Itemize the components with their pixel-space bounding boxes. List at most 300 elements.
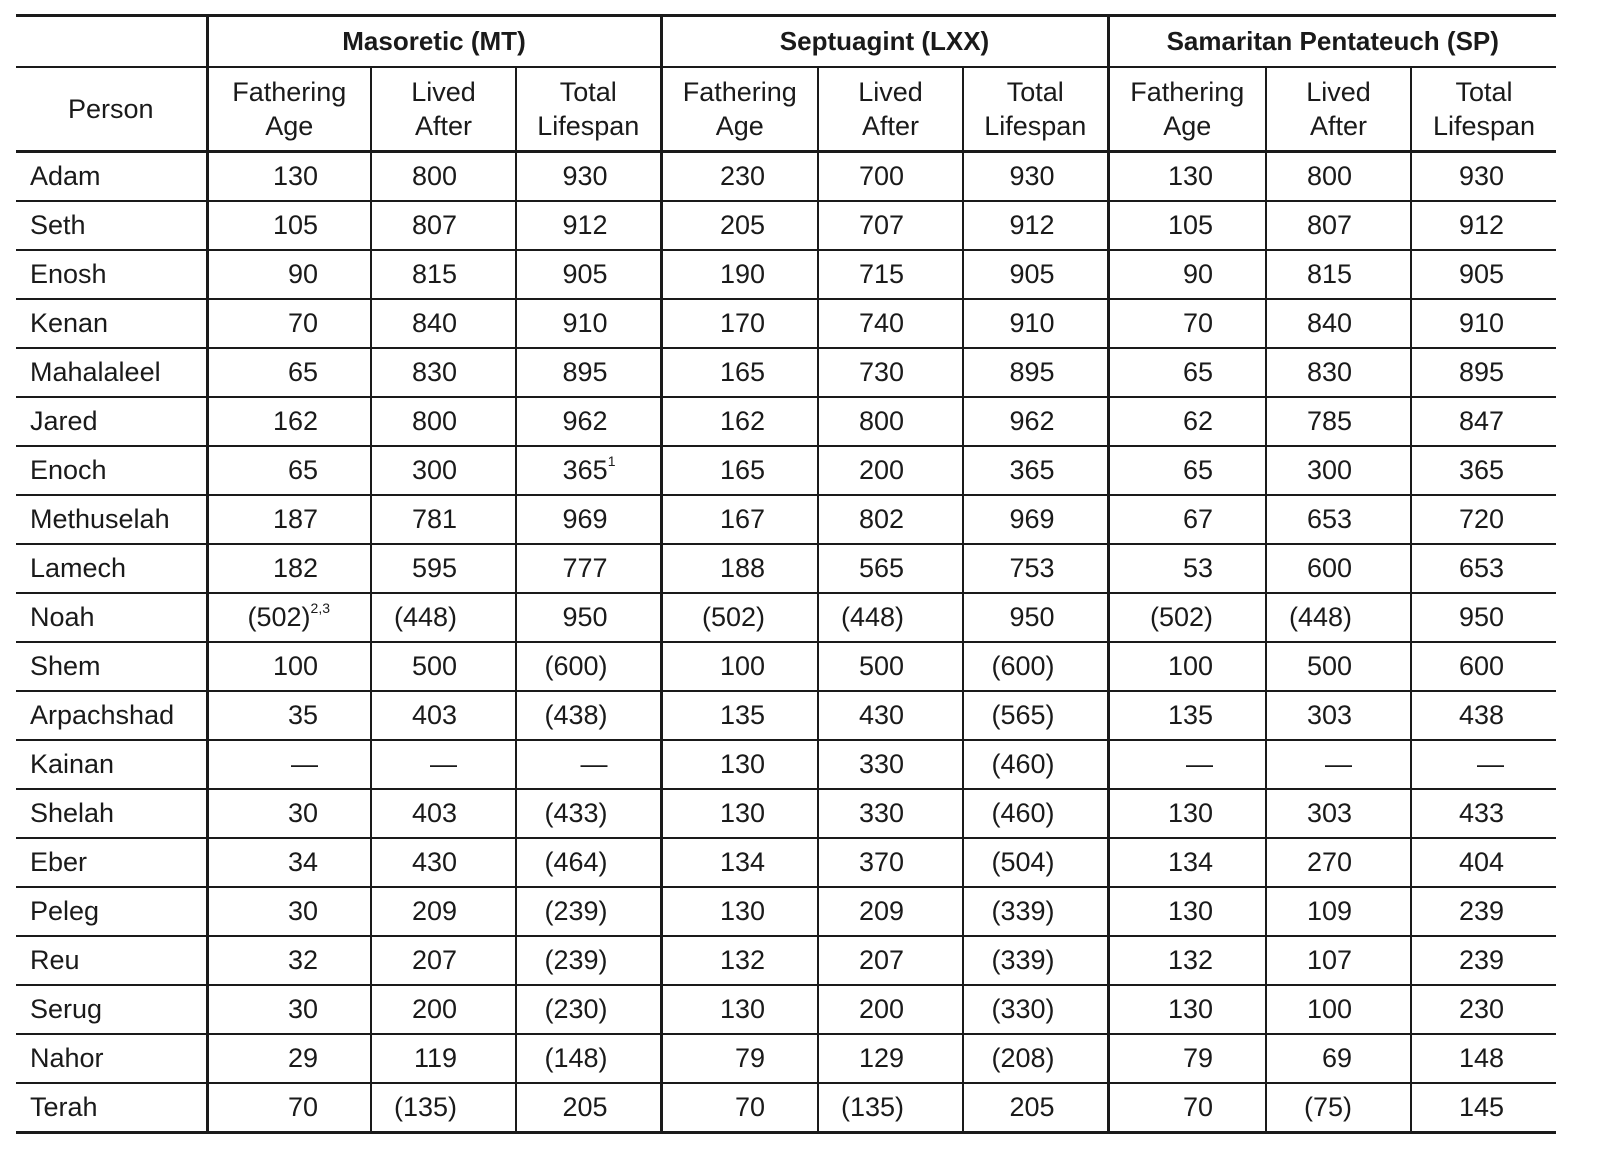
value-cell-lxx-lived-after <box>818 1034 963 1083</box>
value-text: (148) <box>544 1043 608 1073</box>
value-text: (502) <box>701 602 765 632</box>
value-text: 430 <box>411 847 457 877</box>
value-cell-mt-lived-after <box>371 1083 516 1133</box>
value-text: 330 <box>858 798 904 828</box>
value-text: 930 <box>1458 161 1504 191</box>
table-row <box>16 446 1556 495</box>
value-cell-lxx-fathering-age <box>661 887 818 936</box>
value-cell-lxx-fathering-age <box>661 642 818 691</box>
value-cell-lxx-total-lifespan <box>963 593 1108 642</box>
value-text: 330 <box>858 749 904 779</box>
table-row <box>16 593 1556 642</box>
value-text: 105 <box>1167 210 1213 240</box>
value-cell-lxx-total-lifespan <box>963 985 1108 1034</box>
value-cell-lxx-fathering-age <box>661 544 818 593</box>
value-text: 715 <box>858 259 904 289</box>
value-text: 162 <box>272 406 318 436</box>
value-text: 170 <box>719 308 765 338</box>
value-cell-mt-total-lifespan <box>516 936 661 985</box>
value-cell-mt-lived-after <box>371 152 516 202</box>
value-text: 188 <box>719 553 765 583</box>
value-text: 830 <box>1306 357 1352 387</box>
value-text: 365 <box>562 455 608 485</box>
value-cell-mt-fathering-age <box>207 642 371 691</box>
value-text: 90 <box>1182 259 1213 289</box>
value-text: 777 <box>562 553 608 583</box>
value-text: 90 <box>287 259 318 289</box>
value-cell-mt-lived-after <box>371 1034 516 1083</box>
column-header-mt-fathering-age <box>207 67 371 152</box>
value-cell-sp-fathering-age <box>1108 740 1266 789</box>
value-cell-lxx-total-lifespan <box>963 152 1108 202</box>
value-cell-mt-total-lifespan <box>516 642 661 691</box>
value-text: 895 <box>1458 357 1504 387</box>
column-header-sp-total-lifespan <box>1411 67 1556 152</box>
value-cell-lxx-fathering-age <box>661 495 818 544</box>
value-cell-lxx-fathering-age <box>661 201 818 250</box>
value-text: 707 <box>858 210 904 240</box>
column-header-line2: Age <box>265 111 314 141</box>
value-text: 182 <box>272 553 318 583</box>
value-text: (460) <box>991 749 1055 779</box>
value-cell-sp-fathering-age <box>1108 544 1266 593</box>
value-text: 167 <box>719 504 765 534</box>
value-text: 100 <box>719 651 765 681</box>
value-cell-mt-fathering-age <box>207 348 371 397</box>
value-cell-lxx-lived-after <box>818 446 963 495</box>
value-text: 205 <box>562 1092 608 1122</box>
value-cell-lxx-lived-after <box>818 691 963 740</box>
column-header-line1: Total <box>1455 77 1513 107</box>
value-cell-mt-fathering-age <box>207 985 371 1034</box>
value-cell-sp-fathering-age <box>1108 789 1266 838</box>
column-header-sp-fathering-age <box>1108 67 1266 152</box>
column-header-line2: Age <box>1163 111 1212 141</box>
value-text: (600) <box>544 651 608 681</box>
table-row <box>16 691 1556 740</box>
value-text: 53 <box>1182 553 1213 583</box>
value-cell-lxx-lived-after <box>818 348 963 397</box>
value-cell-lxx-total-lifespan <box>963 299 1108 348</box>
column-header-lxx-lived-after <box>818 67 963 152</box>
value-text: 129 <box>858 1043 904 1073</box>
value-text: 950 <box>1009 602 1055 632</box>
value-cell-mt-lived-after <box>371 495 516 544</box>
value-text: 430 <box>858 700 904 730</box>
value-text: 30 <box>287 798 318 828</box>
value-text: 130 <box>1167 798 1213 828</box>
value-text: 781 <box>411 504 457 534</box>
value-cell-mt-fathering-age <box>207 1083 371 1133</box>
person-name-cell: Methuselah <box>16 495 207 544</box>
value-cell-lxx-fathering-age <box>661 152 818 202</box>
person-name-cell: Adam <box>16 152 207 202</box>
person-name-cell: Arpachshad <box>16 691 207 740</box>
value-text: 404 <box>1458 847 1504 877</box>
value-cell-sp-total-lifespan <box>1411 740 1556 789</box>
value-text: 79 <box>1182 1043 1213 1073</box>
value-cell-sp-fathering-age <box>1108 348 1266 397</box>
value-text: 500 <box>411 651 457 681</box>
value-cell-sp-fathering-age <box>1108 838 1266 887</box>
value-cell-mt-fathering-age <box>207 1034 371 1083</box>
value-cell-lxx-lived-after <box>818 789 963 838</box>
value-cell-mt-total-lifespan <box>516 740 661 789</box>
value-cell-lxx-fathering-age <box>661 446 818 495</box>
value-cell-mt-total-lifespan <box>516 446 661 495</box>
value-text: 910 <box>562 308 608 338</box>
value-cell-sp-total-lifespan <box>1411 250 1556 299</box>
value-text: 500 <box>858 651 904 681</box>
value-text: — <box>430 749 457 779</box>
table-row <box>16 985 1556 1034</box>
value-cell-lxx-lived-after <box>818 299 963 348</box>
value-text: 895 <box>1009 357 1055 387</box>
column-header-person: Person <box>16 67 207 152</box>
value-text: 62 <box>1182 406 1213 436</box>
value-cell-mt-total-lifespan <box>516 593 661 642</box>
value-text: 130 <box>719 994 765 1024</box>
value-cell-sp-lived-after <box>1266 985 1411 1034</box>
value-text: 847 <box>1458 406 1504 436</box>
value-text: (565) <box>991 700 1055 730</box>
value-cell-mt-total-lifespan <box>516 299 661 348</box>
value-text: 840 <box>411 308 457 338</box>
value-cell-mt-lived-after <box>371 397 516 446</box>
value-text: 200 <box>411 994 457 1024</box>
value-text: 35 <box>287 700 318 730</box>
column-header-line1: Lived <box>411 77 476 107</box>
value-text: 70 <box>287 308 318 338</box>
value-text: 930 <box>562 161 608 191</box>
value-text: 130 <box>272 161 318 191</box>
value-cell-sp-lived-after <box>1266 642 1411 691</box>
value-cell-sp-fathering-age <box>1108 985 1266 1034</box>
value-cell-mt-total-lifespan <box>516 397 661 446</box>
value-cell-sp-lived-after <box>1266 1083 1411 1133</box>
value-text: (502) <box>1149 602 1213 632</box>
value-text: — <box>1477 749 1504 779</box>
value-text: — <box>1186 749 1213 779</box>
value-cell-sp-total-lifespan <box>1411 789 1556 838</box>
value-cell-sp-lived-after <box>1266 446 1411 495</box>
person-name-cell: Enoch <box>16 446 207 495</box>
value-cell-mt-lived-after <box>371 838 516 887</box>
value-text: 403 <box>411 700 457 730</box>
value-text: 130 <box>1167 994 1213 1024</box>
value-text: 270 <box>1306 847 1352 877</box>
value-cell-mt-total-lifespan <box>516 495 661 544</box>
value-text: 800 <box>1306 161 1352 191</box>
value-text: (464) <box>544 847 608 877</box>
column-header-sp-lived-after <box>1266 67 1411 152</box>
value-text: 950 <box>1458 602 1504 632</box>
value-cell-sp-total-lifespan <box>1411 544 1556 593</box>
value-text: 119 <box>413 1043 457 1073</box>
value-text: 815 <box>1306 259 1352 289</box>
value-cell-sp-fathering-age <box>1108 936 1266 985</box>
value-cell-mt-lived-after <box>371 348 516 397</box>
value-text: 303 <box>1306 798 1352 828</box>
corner-cell <box>16 16 207 68</box>
value-text: 300 <box>1306 455 1352 485</box>
value-cell-sp-fathering-age <box>1108 446 1266 495</box>
value-text: 840 <box>1306 308 1352 338</box>
value-text: 135 <box>719 700 765 730</box>
value-text: 32 <box>287 945 318 975</box>
group-header-septuagint: Septuagint (LXX) <box>661 16 1108 68</box>
value-text: (230) <box>544 994 608 1024</box>
value-text: 209 <box>858 896 904 926</box>
value-text: 910 <box>1009 308 1055 338</box>
value-cell-lxx-lived-after <box>818 1083 963 1133</box>
value-cell-sp-total-lifespan <box>1411 642 1556 691</box>
column-header-line1: Total <box>559 77 617 107</box>
value-cell-sp-lived-after <box>1266 250 1411 299</box>
value-text: 700 <box>858 161 904 191</box>
value-cell-mt-fathering-age <box>207 250 371 299</box>
value-cell-sp-total-lifespan <box>1411 1083 1556 1133</box>
footnote-marker: 1 <box>607 453 616 469</box>
value-cell-lxx-total-lifespan <box>963 887 1108 936</box>
value-text: 912 <box>1009 210 1055 240</box>
value-text: (433) <box>544 798 608 828</box>
value-text: 785 <box>1306 406 1352 436</box>
column-header-line2: Lifespan <box>984 111 1087 141</box>
column-header-line1: Fathering <box>1130 77 1245 107</box>
value-cell-lxx-fathering-age <box>661 985 818 1034</box>
person-name-cell: Nahor <box>16 1034 207 1083</box>
value-cell-lxx-fathering-age <box>661 691 818 740</box>
value-cell-sp-lived-after <box>1266 201 1411 250</box>
value-cell-sp-lived-after <box>1266 1034 1411 1083</box>
value-text: (239) <box>544 945 608 975</box>
value-text: 815 <box>411 259 457 289</box>
value-text: 107 <box>1306 945 1352 975</box>
value-cell-sp-total-lifespan <box>1411 495 1556 544</box>
value-cell-mt-fathering-age <box>207 201 371 250</box>
value-cell-sp-total-lifespan <box>1411 201 1556 250</box>
value-text: 134 <box>1167 847 1213 877</box>
value-cell-lxx-total-lifespan <box>963 397 1108 446</box>
value-cell-mt-fathering-age <box>207 740 371 789</box>
value-cell-sp-lived-after <box>1266 495 1411 544</box>
value-text: 148 <box>1458 1043 1504 1073</box>
value-text: 653 <box>1458 553 1504 583</box>
value-cell-sp-total-lifespan <box>1411 397 1556 446</box>
value-text: 962 <box>1009 406 1055 436</box>
value-cell-mt-fathering-age <box>207 446 371 495</box>
value-cell-sp-fathering-age <box>1108 495 1266 544</box>
value-text: 720 <box>1458 504 1504 534</box>
value-cell-mt-fathering-age <box>207 152 371 202</box>
value-text: 905 <box>1009 259 1055 289</box>
value-cell-mt-lived-after <box>371 446 516 495</box>
value-cell-mt-lived-after <box>371 544 516 593</box>
value-cell-lxx-total-lifespan <box>963 201 1108 250</box>
value-text: 207 <box>411 945 457 975</box>
value-cell-sp-fathering-age <box>1108 201 1266 250</box>
person-name-cell: Reu <box>16 936 207 985</box>
value-cell-mt-total-lifespan <box>516 691 661 740</box>
value-cell-mt-fathering-age <box>207 887 371 936</box>
value-text: 950 <box>562 602 608 632</box>
value-text: 65 <box>287 455 318 485</box>
value-cell-lxx-fathering-age <box>661 740 818 789</box>
value-cell-sp-lived-after <box>1266 152 1411 202</box>
value-text: 207 <box>858 945 904 975</box>
value-text: 67 <box>1182 504 1213 534</box>
value-text: 239 <box>1458 896 1504 926</box>
value-cell-lxx-lived-after <box>818 593 963 642</box>
value-text: 165 <box>719 357 765 387</box>
table-row <box>16 740 1556 789</box>
value-text: (208) <box>991 1043 1055 1073</box>
value-text: 100 <box>1306 994 1352 1024</box>
value-text: 205 <box>719 210 765 240</box>
value-text: 433 <box>1458 798 1504 828</box>
column-header-lxx-fathering-age <box>661 67 818 152</box>
value-text: 209 <box>411 896 457 926</box>
value-cell-lxx-fathering-age <box>661 299 818 348</box>
value-text: 802 <box>858 504 904 534</box>
table-row <box>16 544 1556 593</box>
value-text: 565 <box>858 553 904 583</box>
value-text: 187 <box>272 504 318 534</box>
value-cell-sp-total-lifespan <box>1411 299 1556 348</box>
value-text: (75) <box>1303 1092 1352 1122</box>
value-cell-mt-lived-after <box>371 642 516 691</box>
table-row <box>16 397 1556 446</box>
value-cell-sp-fathering-age <box>1108 152 1266 202</box>
value-text: 30 <box>287 994 318 1024</box>
person-name-cell: Shem <box>16 642 207 691</box>
value-cell-mt-total-lifespan <box>516 348 661 397</box>
value-cell-lxx-lived-after <box>818 397 963 446</box>
value-text: 303 <box>1306 700 1352 730</box>
column-header-mt-total-lifespan <box>516 67 661 152</box>
value-text: 69 <box>1321 1043 1352 1073</box>
value-text: 403 <box>411 798 457 828</box>
value-cell-sp-total-lifespan <box>1411 348 1556 397</box>
value-text: 800 <box>858 406 904 436</box>
value-cell-sp-total-lifespan <box>1411 936 1556 985</box>
value-cell-sp-lived-after <box>1266 691 1411 740</box>
value-cell-sp-lived-after <box>1266 789 1411 838</box>
value-text: 800 <box>411 406 457 436</box>
value-cell-lxx-fathering-age <box>661 1034 818 1083</box>
value-text: 145 <box>1458 1092 1504 1122</box>
value-cell-lxx-total-lifespan <box>963 348 1108 397</box>
value-cell-mt-fathering-age <box>207 838 371 887</box>
column-header-line1: Fathering <box>232 77 347 107</box>
value-cell-mt-total-lifespan <box>516 789 661 838</box>
value-cell-sp-lived-after <box>1266 348 1411 397</box>
value-cell-sp-total-lifespan <box>1411 446 1556 495</box>
value-text: 70 <box>734 1092 765 1122</box>
value-cell-sp-total-lifespan <box>1411 985 1556 1034</box>
person-name-cell: Seth <box>16 201 207 250</box>
table-row <box>16 348 1556 397</box>
column-header-row <box>16 67 1556 152</box>
value-text: (438) <box>544 700 608 730</box>
value-text: 300 <box>411 455 457 485</box>
value-cell-sp-total-lifespan <box>1411 152 1556 202</box>
table-row <box>16 838 1556 887</box>
value-text: 239 <box>1458 945 1504 975</box>
value-text: 132 <box>719 945 765 975</box>
value-cell-lxx-total-lifespan <box>963 446 1108 495</box>
value-text: 100 <box>1167 651 1213 681</box>
value-text: 600 <box>1306 553 1352 583</box>
value-text: 65 <box>287 357 318 387</box>
group-header-masoretic: Masoretic (MT) <box>207 16 661 68</box>
person-name-cell: Enosh <box>16 250 207 299</box>
value-text: 600 <box>1458 651 1504 681</box>
value-text: 807 <box>1306 210 1352 240</box>
value-text: 200 <box>858 994 904 1024</box>
value-cell-lxx-fathering-age <box>661 397 818 446</box>
value-cell-lxx-total-lifespan <box>963 544 1108 593</box>
value-cell-sp-lived-after <box>1266 740 1411 789</box>
value-cell-lxx-total-lifespan <box>963 936 1108 985</box>
value-cell-lxx-lived-after <box>818 887 963 936</box>
value-text: 105 <box>272 210 318 240</box>
value-text: 912 <box>1458 210 1504 240</box>
value-text: 65 <box>1182 357 1213 387</box>
column-header-line1: Fathering <box>682 77 797 107</box>
value-text: (600) <box>991 651 1055 681</box>
table-body <box>16 152 1556 1133</box>
value-cell-sp-fathering-age <box>1108 299 1266 348</box>
column-header-line2: Lifespan <box>537 111 640 141</box>
value-cell-mt-lived-after <box>371 887 516 936</box>
footnote-marker: 2,3 <box>310 600 330 616</box>
value-cell-mt-total-lifespan <box>516 250 661 299</box>
value-text: 895 <box>562 357 608 387</box>
value-cell-sp-fathering-age <box>1108 1083 1266 1133</box>
value-text: 165 <box>719 455 765 485</box>
value-text: (460) <box>991 798 1055 828</box>
value-cell-mt-lived-after <box>371 250 516 299</box>
value-cell-mt-total-lifespan <box>516 1083 661 1133</box>
table-row <box>16 936 1556 985</box>
value-text: 130 <box>719 896 765 926</box>
value-cell-sp-total-lifespan <box>1411 838 1556 887</box>
value-text: 438 <box>1458 700 1504 730</box>
value-cell-lxx-lived-after <box>818 250 963 299</box>
table-row <box>16 299 1556 348</box>
value-cell-lxx-fathering-age <box>661 348 818 397</box>
table-row <box>16 1083 1556 1133</box>
value-cell-mt-lived-after <box>371 299 516 348</box>
value-cell-sp-fathering-age <box>1108 1034 1266 1083</box>
value-text: 830 <box>411 357 457 387</box>
person-name-cell: Terah <box>16 1083 207 1133</box>
value-cell-mt-lived-after <box>371 789 516 838</box>
table-row <box>16 887 1556 936</box>
person-name-cell: Jared <box>16 397 207 446</box>
value-cell-sp-lived-after <box>1266 544 1411 593</box>
value-cell-mt-lived-after <box>371 691 516 740</box>
value-cell-mt-total-lifespan <box>516 887 661 936</box>
column-header-line2: Lifespan <box>1432 111 1536 141</box>
table-row <box>16 152 1556 202</box>
value-cell-lxx-lived-after <box>818 201 963 250</box>
genealogy-comparison-table <box>16 14 1556 1134</box>
value-cell-lxx-total-lifespan <box>963 250 1108 299</box>
value-cell-mt-total-lifespan <box>516 838 661 887</box>
